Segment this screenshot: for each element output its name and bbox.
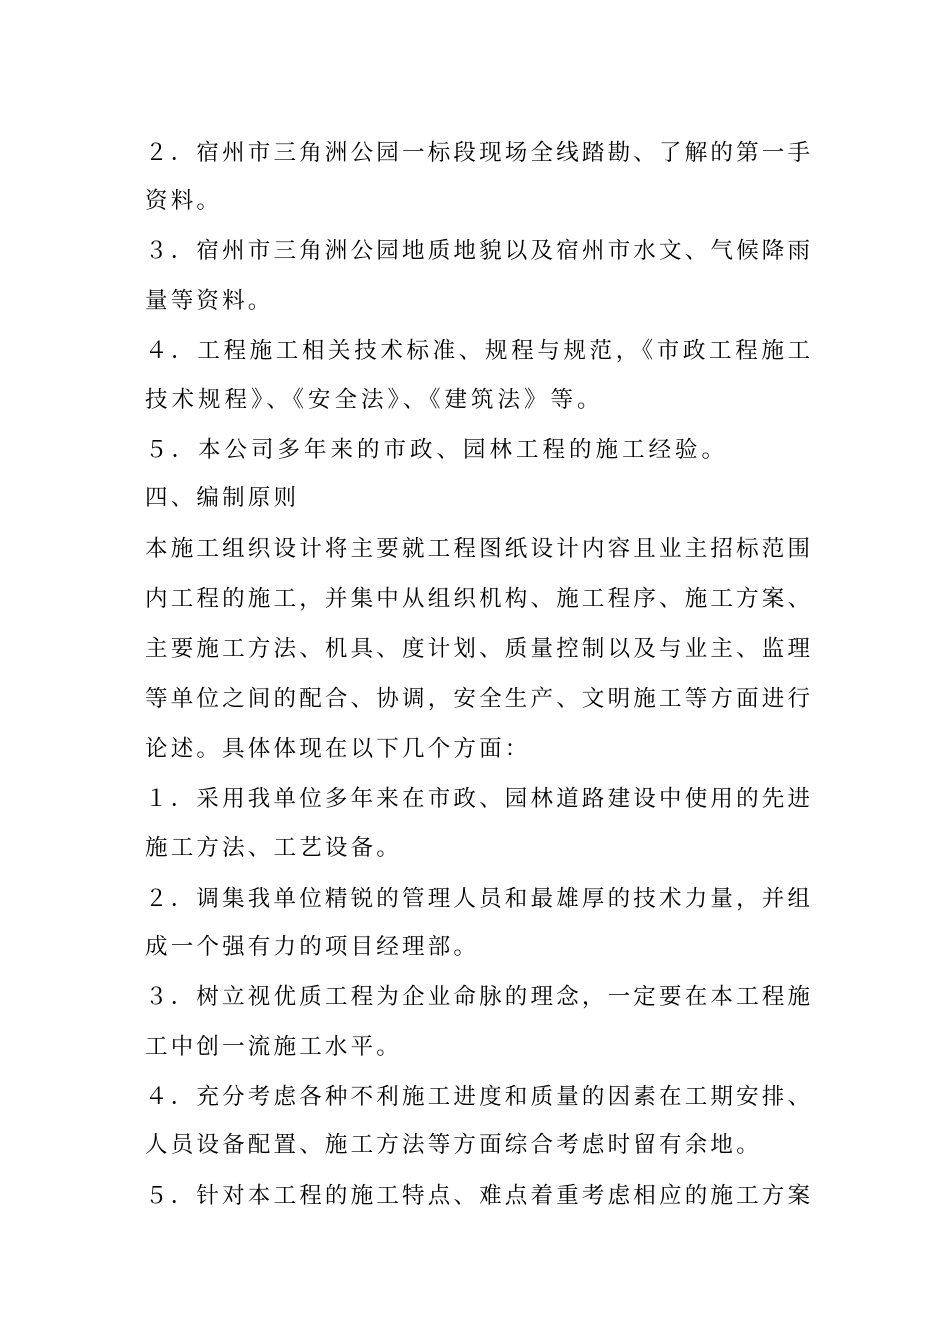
text-line-basis-2-cont: 资料。 — [145, 188, 223, 214]
paragraph-line: 等单位之间的配合、协调，安全生产、文明施工等方面进行 — [145, 686, 810, 712]
text-line-basis-5: ５．本公司多年来的市政、园林工程的施工经验。 — [145, 437, 729, 463]
text-line-basis-2: ２．宿州市三角洲公园一标段现场全线踏勘、了解的第一手 — [145, 140, 810, 166]
text-line-principle-3-cont: 工中创一流施工水平。 — [145, 1034, 403, 1060]
text-line-principle-4-cont: 人员设备配置、施工方法等方面综合考虑时留有余地。 — [145, 1132, 762, 1158]
text-line-basis-4-cont: 技术规程》、《安全法》、《建筑法》等。 — [145, 387, 604, 413]
text-line-principle-3: ３．树立视优质工程为企业命脉的理念，一定要在本工程施 — [145, 984, 810, 1010]
text-line-principle-2: ２．调集我单位精锐的管理人员和最雄厚的技术力量，并组 — [145, 886, 810, 912]
text-line-principle-1: １．采用我单位多年来在市政、园林道路建设中使用的先进 — [145, 786, 810, 812]
paragraph-line: 内工程的施工，并集中从组织机构、施工程序、施工方案、 — [145, 586, 810, 612]
section-heading-principles: 四、编制原则 — [145, 485, 300, 511]
text-line-principle-4: ４．充分考虑各种不利施工进度和质量的因素在工期安排、 — [145, 1084, 810, 1110]
text-line-basis-3-cont: 量等资料。 — [145, 288, 274, 314]
text-line-principle-2-cont: 成一个强有力的项目经理部。 — [145, 934, 480, 960]
paragraph-line: 论述。具体体现在以下几个方面： — [145, 736, 531, 762]
text-line-principle-5: ５．针对本工程的施工特点、难点着重考虑相应的施工方案 — [145, 1183, 810, 1209]
paragraph-line: 本施工组织设计将主要就工程图纸设计内容且业主招标范围 — [145, 536, 810, 562]
text-line-basis-3: ３．宿州市三角洲公园地质地貌以及宿州市水文、气候降雨 — [145, 238, 810, 264]
text-line-principle-1-cont: 施工方法、工艺设备。 — [145, 835, 403, 861]
paragraph-line: 主要施工方法、机具、度计划、质量控制以及与业主、监理 — [145, 636, 810, 662]
text-line-basis-4: ４．工程施工相关技术标准、规程与规范，《市政工程施工 — [145, 338, 810, 364]
